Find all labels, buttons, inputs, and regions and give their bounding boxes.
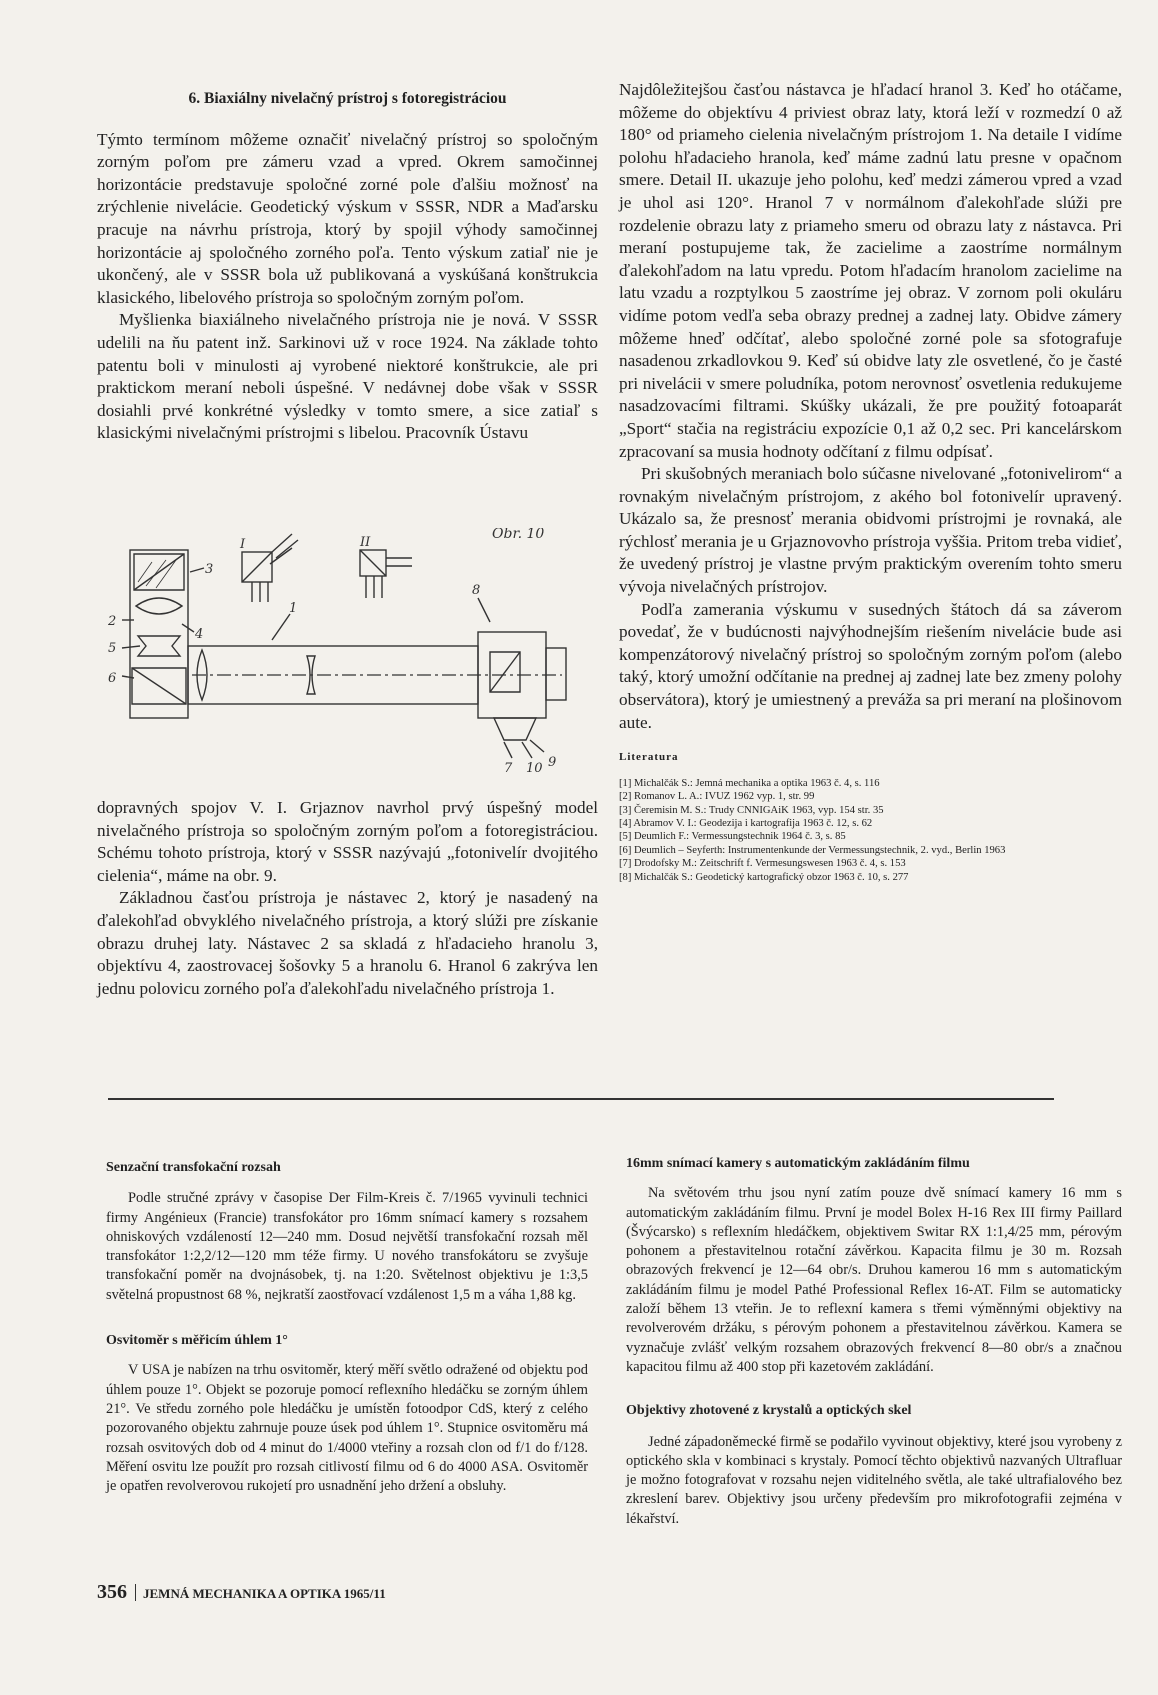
left-paragraph-4: Základnou časťou prístroja je nástavec 2, ktorý je nasadený na ďalekohľad obvyklého nivelačného prístroja, a ktorý slúži pre získanie obrazu druhej laty. Nástavec 2 sa skladá z hľadacieho hranolu 3, objektívu 4, zaostrovacej šošovky 5 a hranolu 6. Hranol 6 zakrýva len jednu polovicu zorného poľa ďalekohľadu nivelačného prístroja 1.: [97, 888, 598, 998]
detail-i-label: I: [240, 537, 246, 552]
reference-item: [1] Michalčák S.: Jemná mechanika a optika 1963 č. 4, s. 116: [619, 777, 880, 789]
page-footer: [97, 1581, 386, 1604]
left-paragraph-1: Týmto termínom môžeme označiť nivelačný prístroj so spoločným zorným poľom pre zámeru vzad a vpred. Okrem samočinnej horizontácie predstavuje spoločné zorné pole ďalšiu možnosť na zrýchlenie nivelácie. Geodetický výskum v SSSR, NDR a Maďarsku pracuje na návrhu prístroja, ktorý by spojil výhody samočinnej horizontácie aj spoločného zorného poľa. Tento výskum zatiaľ nie je ukončený, ale v SSSR bola už publikovaná a vyskúšaná konštrukcia klasického, libelového prístroja so spoločným zorným poľom.: [97, 129, 598, 307]
part-label-10: 10: [526, 761, 543, 776]
section-divider: [108, 1098, 1054, 1100]
reference-list: [619, 777, 1122, 884]
reference-item: [4] Abramov V. I.: Geodezija i kartografija 1963 č. 12, s. 62: [619, 818, 873, 830]
right-paragraph-1: Najdôležitejšou časťou nástavca je hľadací hranol 3. Keď ho otáčame, môžeme do objektívu 4 priviest obraz laty, ktorá leží v rozmedzí 0 až 180° od priameho cielenia nivelačným prístrojom 1. Na detaile I vidíme polohu hľadacieho hranola, keď máme zadnú latu presne v opačnom smere. Detail II. ukazuje jeho polohu, keď medzi zámerou vpred a vzad je uhol asi 120°. Hranol 7 v normálnom ďalekohľade slúži pre rozdelenie obrazu laty z priameho smeru od obrazu laty z nástavca. Pri meraní postupujeme tak, že zacielime a zaostríme normálnym ďalekohľadom na latu vpredu. Potom hľadacím hranolom zacielime na latu vzadu a rozptylkou 5 zaostríme jej obraz. V zornom poli okuláru vidíme potom vedľa seba obrazy prednej a zadnej laty. Obidve zámery môžeme hneď odčítať, alebo spoločné zorné pole sa sfotografuje nasadenou zrkadlovkou 9. Keď sú obidve laty zle osvetlené, čo je časté pri nivelácii v smere poludníka, potom nerovnosť osvetlenia redukujeme nasadzovacími filtrami. Skúšky ukázali, že pre použitý fotoaparát „Sport“ stačia na registráciu expozície 0,1 až 0,2 sec. Pri kancelárskom zpracovaní sa musia hodnoty odčítaní z filmu odpísať.: [619, 80, 1122, 461]
part-label-2: 2: [108, 614, 117, 629]
literature-heading: Literatura: [619, 751, 679, 764]
reference-item: [7] Drodofsky M.: Zeitschrift f. Vermesungswesen 1963 č. 4, s. 153: [619, 858, 906, 870]
part-label-8: 8: [472, 583, 481, 598]
article-heading-zoom: Senzační transfokační rozsah: [106, 1160, 281, 1175]
part-label-4: 4: [195, 627, 204, 642]
page-number: 356: [97, 1581, 127, 1603]
journal-name: JEMNÁ MECHANIKA A OPTIKA 1965/11: [143, 1586, 386, 1601]
reference-item: [8] Michalčák S.: Geodetický kartografický obzor 1963 č. 10, s. 277: [619, 871, 909, 883]
optical-schematic: [92, 528, 602, 790]
figure-caption: Obr. 10: [492, 528, 545, 542]
left-paragraph-2: Myšlienka biaxiálneho nivelačného prístroja nie je nová. V SSSR udelili na ňu patent inž. Sarkinovi už v roce 1924. Na základe tohto patentu boli v minulosti aj vyrobené niektoré konštrukcie, ale pri praktickom meraní neboli úspešné. V nedávnej dobe však v SSSR dosiahli prvé konkrétné výsledky v tomto smere, a sice zatiaľ s klasickými nivelačnými prístrojmi s libelou. Pracovník Ústavu: [97, 310, 598, 443]
left-paragraph-3: dopravných spojov V. I. Grjaznov navrhol prvý úspešný model nivelačného prístroja so spoločným zorným poľom a fotoregistráciou. Schému tohoto prístroja, ktorý v SSSR nazývajú „fotonivelír dvojitého cielenia“, máme na obr. 9.: [97, 798, 598, 885]
right-column: [619, 79, 1122, 884]
cameras-paragraph: Na světovém trhu jsou nyní zatím pouze dvě snímací kamery 16 mm s automatickým zakládáním filmu. První je model Bolex H-16 Rex III firmy Paillard (Švýcarsko) s reflexním hledáčkem, objektivem Switar RX 1:1,4/25 mm, pérovým pohonem a přestavitelnou rotační závěrkou. Kapacita filmu je 30 m. Rozsah obrazových frekvencí je 12—64 obr/s. Druhou kamerou 16 mm s automatickým zakládáním filmu je model Pathé Professional Reflex 16-AT. Film se automaticky založí během 13 vteřin. Je to reflexní kamera s třemi výměnnými objektivy na revolverovém držáku, s pérovým pohonem a přestavitelnou závěrkou. Kamera se vyznačuje zvlášť velkým rozsahem obrazových frekvencí 8—80 obr/s a značnou kapacitou filmu až 400 stop při kazetovém zakládání.: [626, 1185, 1122, 1375]
right-paragraph-3: Podľa zamerania výskumu v susedných štátoch dá sa záverom povedať, že v budúcnosti najvýhodnejším riešením nivelácie bude asi kompenzátorový nivelačný prístroj so spoločným zorným poľom (alebo taký, ktorý umožní odčítanie na prednej aj zadnej late bez zmeny polohy observátora), ktorý je umiestnený a preváža sa pri meraní na plošinovom aute.: [619, 599, 1122, 732]
left-column-top: [97, 88, 598, 445]
exposure-meter-paragraph: V USA je nabízen na trhu osvitoměr, který měří světlo odražené od objektu pod úhlem pouze 1°. Objekt se pozoruje pomocí reflexního hledáčku se zorným úhlem 21°. Ve středu zorného pole hledáčku je umístěn fotoodpor CdS, který z celého pozorovaného objektu zahrnuje pouze úsek pod úhlem 1°. Stupnice osvitoměru má rozsah osvitových dob od 4 minut do 1/4000 vteřiny a rozsah clon od f/1 do f/128. Měření osvitu lze použít pro rozsah citlivostí filmu od 6 do 4000 ASA. Osvitoměr je opatřen revolverovou rukojetí pro usnadnění jeho držení a obsluhy.: [106, 1362, 588, 1495]
figure-obr-10: [92, 528, 602, 790]
part-label-7: 7: [504, 761, 513, 776]
lower-right-column: [626, 1154, 1122, 1529]
detail-ii-label: II: [360, 535, 371, 550]
reference-item: [5] Deumlich F.: Vermessungstechnik 1964 č. 3, s. 85: [619, 831, 846, 843]
part-label-3: 3: [205, 562, 214, 577]
section-heading: 6. Biaxiálny nivelačný prístroj s fotoregistráciou: [188, 90, 507, 107]
left-column-bottom: [97, 797, 598, 1000]
reference-item: [3] Čeremisin M. S.: Trudy CNNIGAiK 1963, vyp. 154 str. 35: [619, 804, 884, 816]
article-heading-exposure-meter: Osvitoměr s měřicím úhlem 1°: [106, 1333, 288, 1349]
reference-item: [6] Deumlich – Seyferth: Instrumentenkunde der Vermessungstechnik, 2. vyd., Berlin 1963: [619, 844, 1006, 856]
lower-left-column: [106, 1158, 588, 1496]
lenses-paragraph: Jedné západoněmecké firmě se podařilo vyvinout objektivy, které jsou vyrobeny z optického skla v kombinaci s krystaly. Pomocí těchto objektivů nazvaných Ultrafluar je možno fotografovat v rozsahu nejen viditelného světla, ale také ultrafialového bez zkreslení barev. Objektivy jsou určeny především pro mikrofotografii zejména v lékařství.: [626, 1433, 1122, 1527]
part-label-6: 6: [108, 671, 117, 686]
right-paragraph-2: Pri skušobných meraniach bolo súčasne nivelované „fotonivelirom“ a rovnakým nivelačným prístrojom, z akého bol fotonivelír upravený. Ukázalo sa, že presnosť merania obidvomi prístrojmi je rovnaká, ale rýchlosť merania je u Grjaznovovho prístroja vyššia. Pritom treba vidieť, že uvedený prístroj je vlastne prvým praktickým overením tohto smeru vývoja nivelačných prístrojov.: [619, 464, 1122, 597]
article-heading-cameras: 16mm snímací kamery s automatickým zakládáním filmu: [626, 1156, 970, 1171]
footer-separator: [135, 1584, 136, 1601]
part-label-5: 5: [108, 641, 117, 656]
part-label-9: 9: [548, 755, 557, 770]
reference-item: [2] Romanov L. A.: IVUZ 1962 vyp. 1, str. 99: [619, 791, 815, 803]
article-heading-lenses: Objektivy zhotovené z krystalů a optických skel: [626, 1403, 912, 1419]
part-label-1: 1: [289, 601, 298, 616]
zoom-paragraph: Podle stručné zprávy v časopise Der Film-Kreis č. 7/1965 vyvinuli technici firmy Angénieux (Francie) transfokátor pro 16mm snímací kamery s rozsahem ohniskových vzdáleností 12—240 mm. Dosud největší transfokační rozsah měl transfokátor 1:2,2/12—120 mm téže firmy. U nového transfokátoru se zvyšuje transfokační poměr na dvojnásobek, tj. na 1:20. Světelnost objektivu je 1:3,5 světelná propustnost 68 %, nejkratší zaostřovací vzdálenost 1,5 m a váha 1,88 kg.: [106, 1190, 588, 1303]
